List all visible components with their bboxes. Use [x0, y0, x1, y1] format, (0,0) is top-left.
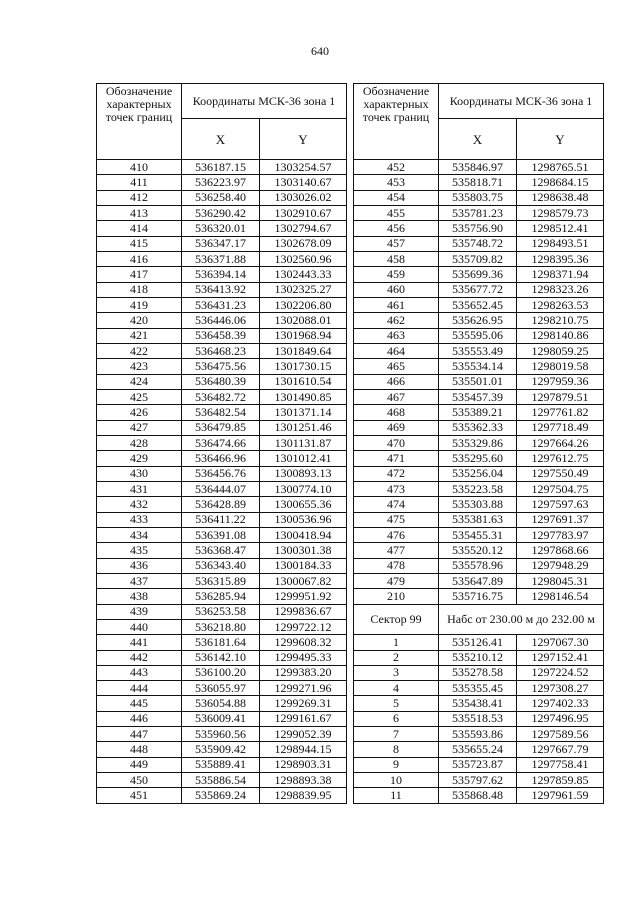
left-x-cell: 536055.97: [182, 681, 260, 696]
left-coords-header: Координаты МСК-36 зона 1: [182, 84, 347, 119]
right-point-cell: 470: [354, 435, 439, 450]
right-x-cell: 535626.95: [439, 313, 517, 328]
right-x-cell: 535389.21: [439, 405, 517, 420]
left-y-cell: 1300774.10: [260, 481, 347, 496]
right-x-cell: 535553.49: [439, 343, 517, 358]
left-y-cell: 1299722.12: [260, 619, 347, 634]
right-x-cell: 535534.14: [439, 359, 517, 374]
left-point-cell: 428: [97, 435, 182, 450]
right-point-cell: 453: [354, 175, 439, 190]
left-x-cell: 536054.88: [182, 696, 260, 711]
left-x-cell: 536258.40: [182, 190, 260, 205]
right-x-header: X: [439, 119, 517, 160]
column-gap: [347, 160, 354, 804]
right-x-cell: 535756.90: [439, 221, 517, 236]
left-y-cell: 1302206.80: [260, 297, 347, 312]
table-row: [97, 160, 604, 175]
right-y-cell: 1297868.66: [517, 543, 604, 558]
left-y-cell: 1303254.57: [260, 160, 347, 175]
right-y-cell: 1298019.58: [517, 359, 604, 374]
right-y-cell: 1298263.53: [517, 297, 604, 312]
right-point-cell: 463: [354, 328, 439, 343]
left-x-header: X: [182, 119, 260, 160]
left-y-cell: 1300655.36: [260, 497, 347, 512]
right-point-cell: 7: [354, 727, 439, 742]
right-y-cell: 1298493.51: [517, 236, 604, 251]
left-x-cell: 536428.89: [182, 497, 260, 512]
sector-height-note: Набс от 230.00 м до 232.00 м: [439, 604, 604, 635]
right-coords-header: Координаты МСК-36 зона 1: [439, 84, 604, 119]
left-y-cell: 1301730.15: [260, 359, 347, 374]
left-x-cell: 536320.01: [182, 221, 260, 236]
left-x-cell: 536466.96: [182, 451, 260, 466]
right-x-cell: 535578.96: [439, 558, 517, 573]
left-point-cell: 417: [97, 267, 182, 282]
header-row-1: [97, 84, 604, 119]
left-y-cell: 1301490.85: [260, 389, 347, 404]
left-y-cell: 1301251.46: [260, 420, 347, 435]
left-point-cell: 429: [97, 451, 182, 466]
left-x-cell: 536142.10: [182, 650, 260, 665]
right-y-cell: 1298323.26: [517, 282, 604, 297]
right-x-cell: 535818.71: [439, 175, 517, 190]
right-point-cell: 2: [354, 650, 439, 665]
left-x-cell: 536223.97: [182, 175, 260, 190]
left-x-cell: 536444.07: [182, 481, 260, 496]
right-point-cell: 456: [354, 221, 439, 236]
right-x-cell: 535803.75: [439, 190, 517, 205]
left-y-cell: 1298944.15: [260, 742, 347, 757]
right-y-cell: 1297550.49: [517, 466, 604, 481]
left-x-cell: 535869.24: [182, 788, 260, 803]
right-point-cell: 452: [354, 160, 439, 175]
right-y-cell: 1297152.41: [517, 650, 604, 665]
left-x-cell: 536100.20: [182, 665, 260, 680]
left-point-cell: 433: [97, 512, 182, 527]
left-x-cell: 536343.40: [182, 558, 260, 573]
left-point-cell: 440: [97, 619, 182, 634]
right-y-cell: 1297504.75: [517, 481, 604, 496]
left-x-cell: 536371.88: [182, 251, 260, 266]
left-point-cell: 411: [97, 175, 182, 190]
left-point-cell: 437: [97, 573, 182, 588]
left-point-cell: 435: [97, 543, 182, 558]
right-point-cell: 464: [354, 343, 439, 358]
left-point-cell: 420: [97, 313, 182, 328]
left-y-cell: 1303026.02: [260, 190, 347, 205]
left-point-header: Обозначение характерных точек границ: [97, 84, 182, 160]
left-point-cell: 426: [97, 405, 182, 420]
left-point-cell: 419: [97, 297, 182, 312]
left-y-cell: 1303140.67: [260, 175, 347, 190]
right-x-cell: 535303.88: [439, 497, 517, 512]
right-y-cell: 1297758.41: [517, 757, 604, 772]
left-y-cell: 1302560.96: [260, 251, 347, 266]
right-x-cell: 535438.41: [439, 696, 517, 711]
right-x-cell: 535278.58: [439, 665, 517, 680]
left-x-cell: 536456.76: [182, 466, 260, 481]
right-point-cell: 455: [354, 205, 439, 220]
right-y-cell: 1297761.82: [517, 405, 604, 420]
left-x-cell: 536475.56: [182, 359, 260, 374]
right-x-cell: 535355.45: [439, 681, 517, 696]
right-point-cell: 465: [354, 359, 439, 374]
right-y-cell: 1298765.51: [517, 160, 604, 175]
right-y-cell: 1297961.59: [517, 788, 604, 803]
right-y-cell: 1297948.29: [517, 558, 604, 573]
right-y-cell: 1297224.52: [517, 665, 604, 680]
right-x-cell: 535457.39: [439, 389, 517, 404]
left-y-cell: 1302325.27: [260, 282, 347, 297]
right-point-cell: 460: [354, 282, 439, 297]
left-x-cell: 536480.39: [182, 374, 260, 389]
right-point-cell: 471: [354, 451, 439, 466]
left-point-cell: 436: [97, 558, 182, 573]
right-point-cell: 472: [354, 466, 439, 481]
left-y-cell: 1302678.09: [260, 236, 347, 251]
left-x-cell: 536482.54: [182, 405, 260, 420]
right-point-cell: 210: [354, 589, 439, 604]
left-point-cell: 427: [97, 420, 182, 435]
right-y-cell: 1297859.85: [517, 773, 604, 788]
right-x-cell: 535647.89: [439, 573, 517, 588]
left-point-cell: 424: [97, 374, 182, 389]
right-y-cell: 1298210.75: [517, 313, 604, 328]
right-y-cell: 1297783.97: [517, 527, 604, 542]
left-point-cell: 441: [97, 635, 182, 650]
left-x-cell: 535886.54: [182, 773, 260, 788]
left-point-cell: 418: [97, 282, 182, 297]
left-y-cell: 1298893.38: [260, 773, 347, 788]
right-x-cell: 535329.86: [439, 435, 517, 450]
left-x-cell: 536411.22: [182, 512, 260, 527]
right-point-cell: 5: [354, 696, 439, 711]
left-x-cell: 536368.47: [182, 543, 260, 558]
left-x-cell: 536315.89: [182, 573, 260, 588]
right-x-cell: 535781.23: [439, 205, 517, 220]
right-point-cell: 478: [354, 558, 439, 573]
left-y-cell: 1299951.92: [260, 589, 347, 604]
left-y-cell: 1300418.94: [260, 527, 347, 542]
sector-label: Сектор 99: [354, 604, 439, 635]
left-x-cell: 536181.64: [182, 635, 260, 650]
column-gap: [347, 84, 354, 160]
right-point-cell: 458: [354, 251, 439, 266]
right-point-cell: 475: [354, 512, 439, 527]
right-point-cell: 477: [354, 543, 439, 558]
right-point-cell: 459: [354, 267, 439, 282]
left-x-cell: 535889.41: [182, 757, 260, 772]
right-x-cell: 535723.87: [439, 757, 517, 772]
left-x-cell: 536253.58: [182, 604, 260, 619]
left-x-cell: 536458.39: [182, 328, 260, 343]
right-y-cell: 1297496.95: [517, 711, 604, 726]
coordinates-table: [96, 83, 604, 804]
right-x-cell: 535295.60: [439, 451, 517, 466]
right-y-cell: 1297718.49: [517, 420, 604, 435]
right-x-cell: 535709.82: [439, 251, 517, 266]
right-x-cell: 535210.12: [439, 650, 517, 665]
right-y-cell: 1297959.36: [517, 374, 604, 389]
left-point-cell: 443: [97, 665, 182, 680]
left-x-cell: 536290.42: [182, 205, 260, 220]
right-y-cell: 1297879.51: [517, 389, 604, 404]
left-y-cell: 1299052.39: [260, 727, 347, 742]
right-x-cell: 535256.04: [439, 466, 517, 481]
left-point-cell: 423: [97, 359, 182, 374]
right-x-cell: 535593.86: [439, 727, 517, 742]
left-point-cell: 445: [97, 696, 182, 711]
left-x-cell: 536431.23: [182, 297, 260, 312]
right-point-header: Обозначение характерных точек границ: [354, 84, 439, 160]
left-x-cell: 536391.08: [182, 527, 260, 542]
right-y-cell: 1297597.63: [517, 497, 604, 512]
table-body: [97, 160, 604, 804]
right-point-cell: 10: [354, 773, 439, 788]
left-y-cell: 1302443.33: [260, 267, 347, 282]
right-y-cell: 1298512.41: [517, 221, 604, 236]
right-x-cell: 535677.72: [439, 282, 517, 297]
left-point-cell: 421: [97, 328, 182, 343]
right-point-cell: 462: [354, 313, 439, 328]
left-x-cell: 536285.94: [182, 589, 260, 604]
left-y-cell: 1301849.64: [260, 343, 347, 358]
left-x-cell: 536187.15: [182, 160, 260, 175]
right-point-cell: 461: [354, 297, 439, 312]
right-y-cell: 1297664.26: [517, 435, 604, 450]
right-x-cell: 535362.33: [439, 420, 517, 435]
right-point-cell: 469: [354, 420, 439, 435]
left-y-cell: 1299836.67: [260, 604, 347, 619]
left-y-cell: 1299161.67: [260, 711, 347, 726]
left-point-cell: 446: [97, 711, 182, 726]
right-x-cell: 535699.36: [439, 267, 517, 282]
left-x-cell: 536468.23: [182, 343, 260, 358]
right-y-cell: 1298684.15: [517, 175, 604, 190]
left-y-cell: 1300893.13: [260, 466, 347, 481]
right-x-cell: 535748.72: [439, 236, 517, 251]
left-y-cell: 1299495.33: [260, 650, 347, 665]
left-point-cell: 422: [97, 343, 182, 358]
left-y-cell: 1298903.31: [260, 757, 347, 772]
left-x-cell: 535909.42: [182, 742, 260, 757]
right-x-cell: 535126.41: [439, 635, 517, 650]
right-point-cell: 479: [354, 573, 439, 588]
left-y-cell: 1299269.31: [260, 696, 347, 711]
right-y-cell: 1297691.37: [517, 512, 604, 527]
left-point-cell: 439: [97, 604, 182, 619]
left-x-cell: 536218.80: [182, 619, 260, 634]
right-x-cell: 535501.01: [439, 374, 517, 389]
right-y-cell: 1297067.30: [517, 635, 604, 650]
left-point-cell: 425: [97, 389, 182, 404]
right-y-cell: 1298059.25: [517, 343, 604, 358]
right-point-cell: 468: [354, 405, 439, 420]
right-point-cell: 457: [354, 236, 439, 251]
left-point-cell: 450: [97, 773, 182, 788]
right-x-cell: 535797.62: [439, 773, 517, 788]
right-point-cell: 4: [354, 681, 439, 696]
right-x-cell: 535652.45: [439, 297, 517, 312]
right-y-cell: 1298140.86: [517, 328, 604, 343]
right-y-cell: 1298579.73: [517, 205, 604, 220]
left-point-cell: 430: [97, 466, 182, 481]
left-y-cell: 1299271.96: [260, 681, 347, 696]
right-point-cell: 466: [354, 374, 439, 389]
left-x-cell: 536394.14: [182, 267, 260, 282]
left-y-cell: 1302910.67: [260, 205, 347, 220]
left-y-cell: 1300067.82: [260, 573, 347, 588]
left-point-cell: 410: [97, 160, 182, 175]
right-point-cell: 6: [354, 711, 439, 726]
right-x-cell: 535846.97: [439, 160, 517, 175]
left-x-cell: 536482.72: [182, 389, 260, 404]
right-x-cell: 535518.53: [439, 711, 517, 726]
right-point-cell: 1: [354, 635, 439, 650]
left-y-cell: 1301371.14: [260, 405, 347, 420]
left-point-cell: 434: [97, 527, 182, 542]
right-y-cell: 1297308.27: [517, 681, 604, 696]
left-point-cell: 451: [97, 788, 182, 803]
left-y-cell: 1299383.20: [260, 665, 347, 680]
left-y-cell: 1299608.32: [260, 635, 347, 650]
right-point-cell: 8: [354, 742, 439, 757]
left-x-cell: 536347.17: [182, 236, 260, 251]
left-y-cell: 1301610.54: [260, 374, 347, 389]
left-y-cell: 1301012.41: [260, 451, 347, 466]
right-point-cell: 476: [354, 527, 439, 542]
left-y-cell: 1300301.38: [260, 543, 347, 558]
right-point-cell: 11: [354, 788, 439, 803]
right-point-cell: 9: [354, 757, 439, 772]
left-y-cell: 1302794.67: [260, 221, 347, 236]
left-point-cell: 414: [97, 221, 182, 236]
right-point-cell: 474: [354, 497, 439, 512]
left-point-cell: 448: [97, 742, 182, 757]
right-x-cell: 535381.63: [439, 512, 517, 527]
right-point-cell: 3: [354, 665, 439, 680]
right-point-cell: 467: [354, 389, 439, 404]
right-point-cell: 473: [354, 481, 439, 496]
left-y-cell: 1301131.87: [260, 435, 347, 450]
right-y-header: Y: [517, 119, 604, 160]
left-point-cell: 431: [97, 481, 182, 496]
left-point-cell: 415: [97, 236, 182, 251]
left-point-cell: 438: [97, 589, 182, 604]
left-point-cell: 412: [97, 190, 182, 205]
left-point-cell: 447: [97, 727, 182, 742]
right-y-cell: 1298045.31: [517, 573, 604, 588]
left-x-cell: 536446.06: [182, 313, 260, 328]
left-y-cell: 1302088.01: [260, 313, 347, 328]
right-y-cell: 1298146.54: [517, 589, 604, 604]
right-y-cell: 1297589.56: [517, 727, 604, 742]
right-x-cell: 535520.12: [439, 543, 517, 558]
left-point-cell: 432: [97, 497, 182, 512]
left-point-cell: 444: [97, 681, 182, 696]
page-number: 640: [311, 44, 329, 58]
right-x-cell: 535655.24: [439, 742, 517, 757]
left-y-cell: 1300184.33: [260, 558, 347, 573]
left-x-cell: 536479.85: [182, 420, 260, 435]
right-y-cell: 1298395.36: [517, 251, 604, 266]
right-y-cell: 1297402.33: [517, 696, 604, 711]
left-point-cell: 442: [97, 650, 182, 665]
right-y-cell: 1298638.48: [517, 190, 604, 205]
right-y-cell: 1297612.75: [517, 451, 604, 466]
left-x-cell: 536413.92: [182, 282, 260, 297]
right-x-cell: 535223.58: [439, 481, 517, 496]
right-y-cell: 1297667.79: [517, 742, 604, 757]
left-y-cell: 1298839.95: [260, 788, 347, 803]
right-x-cell: 535868.48: [439, 788, 517, 803]
left-y-cell: 1300536.96: [260, 512, 347, 527]
left-x-cell: 535960.56: [182, 727, 260, 742]
right-y-cell: 1298371.94: [517, 267, 604, 282]
left-point-cell: 413: [97, 205, 182, 220]
right-point-cell: 454: [354, 190, 439, 205]
left-x-cell: 536009.41: [182, 711, 260, 726]
left-point-cell: 449: [97, 757, 182, 772]
left-x-cell: 536474.66: [182, 435, 260, 450]
left-point-cell: 416: [97, 251, 182, 266]
right-x-cell: 535595.06: [439, 328, 517, 343]
right-x-cell: 535716.75: [439, 589, 517, 604]
left-y-header: Y: [260, 119, 347, 160]
left-y-cell: 1301968.94: [260, 328, 347, 343]
right-x-cell: 535455.31: [439, 527, 517, 542]
